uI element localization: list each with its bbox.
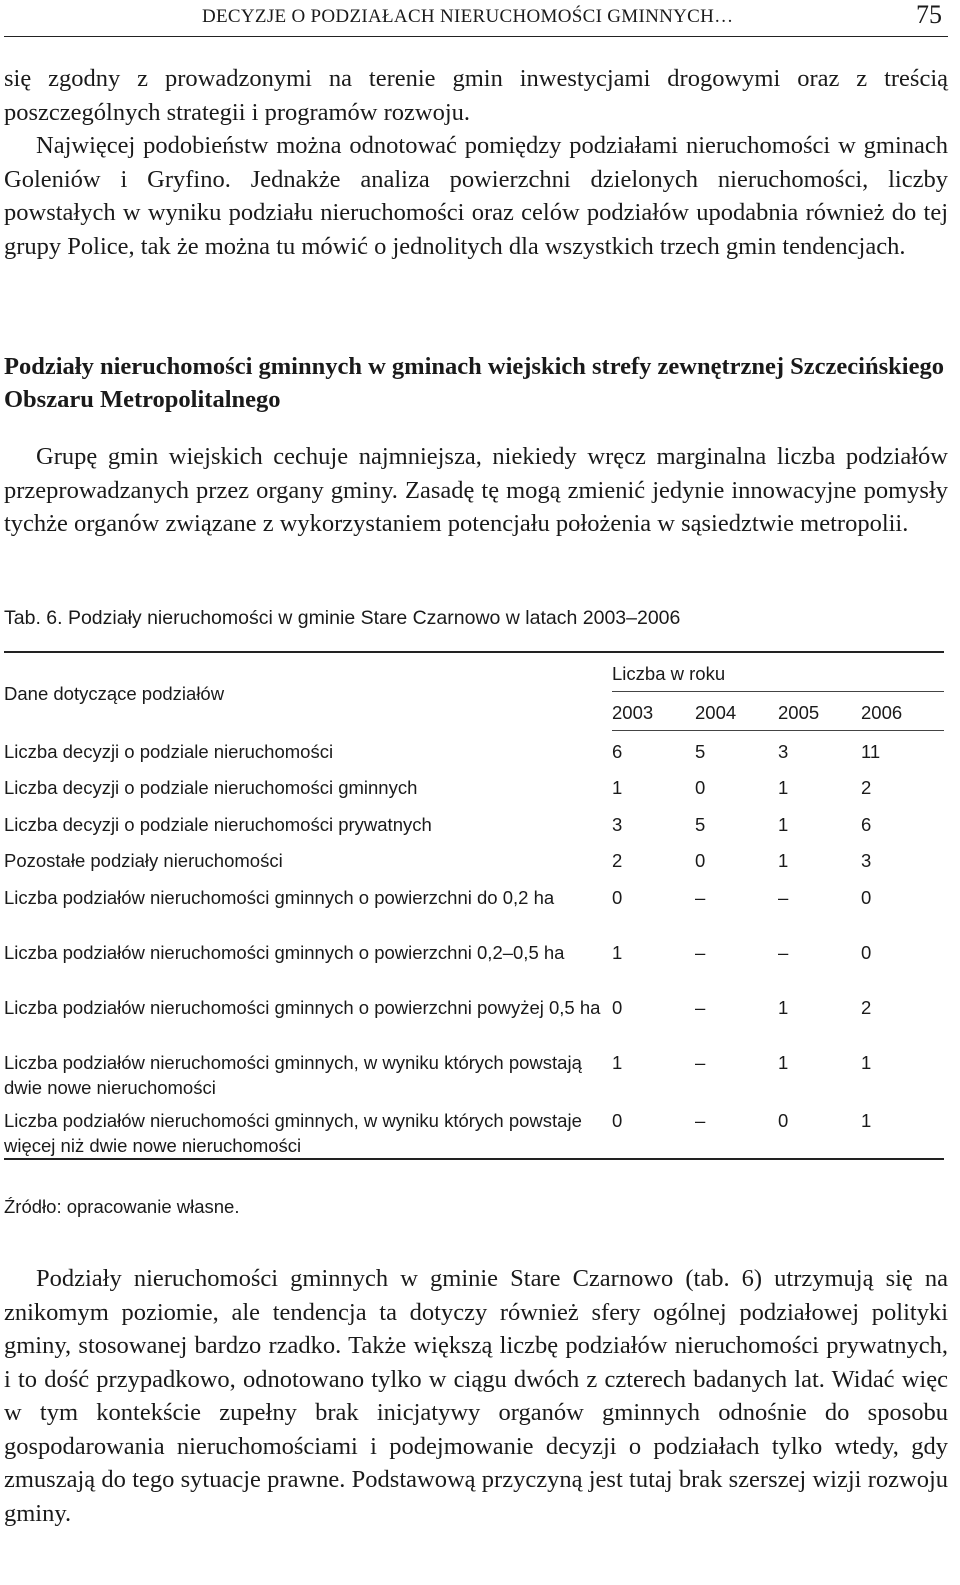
row-label: Liczba podziałów nieruchomości gminnych o powierzchni powyżej 0,5 ha	[4, 996, 601, 1018]
row-label: Liczba decyzji o podziale nieruchomości prywatnych	[4, 813, 432, 835]
cell-value: 0	[612, 886, 623, 908]
paragraph-similarities: Najwięcej podobieństw można odnotować pomiędzy podziałami nieruchomości w gminach Goleniów i Gryfino. Jednakże analiza powierzchni dzielonych nieruchomości, liczby powstałych w wyniku podziału nieruchomości oraz celów podziałów upodabnia również do tej grupy Police, tak że można tu mówić o jednolitych dla wszystkich trzech gmin tendencjach.	[4, 132, 948, 260]
header-year: 2004	[695, 692, 778, 731]
table-row	[4, 767, 944, 804]
cell-value: 0	[861, 941, 872, 963]
table-row	[4, 804, 944, 841]
section-heading: Podziały nieruchomości gminnych w gminach wiejskich strefy zewnętrznej Szczecińskiego Obszaru Metropolitalnego	[4, 353, 944, 413]
table-row	[4, 877, 944, 932]
header-label: Dane dotyczące podziałów	[4, 683, 225, 705]
cell-value: 3	[778, 741, 789, 762]
header-year: 2005	[778, 692, 861, 731]
cell-value: 0	[612, 1100, 695, 1159]
row-label: Pozostałe podziały nieruchomości	[4, 850, 283, 871]
row-label: Liczba decyzji o podziale nieruchomości gminnych	[4, 777, 418, 798]
cell-value: 1	[861, 1100, 944, 1159]
table-row	[4, 1100, 944, 1159]
cell-value: 0	[778, 1100, 861, 1159]
cell-value: 5	[695, 813, 706, 835]
cell-value: 1	[861, 1051, 872, 1073]
cell-value: 3	[861, 850, 872, 871]
row-label: Liczba podziałów nieruchomości gminnych, w wyniku których powstaje więcej niż dwie nowe nieruchomości	[4, 1100, 612, 1159]
cell-value: 2	[612, 850, 623, 871]
page-number: 75	[916, 0, 942, 29]
table-row	[4, 932, 944, 987]
running-head	[4, 0, 948, 37]
header-group: Liczba w roku	[612, 652, 944, 692]
cell-value: 1	[778, 850, 789, 871]
cell-value: 6	[612, 741, 623, 762]
row-label: Liczba decyzji o podziale nieruchomości	[4, 740, 334, 762]
cell-value: –	[695, 941, 706, 963]
header-year: 2003	[612, 692, 695, 731]
row-label: Liczba podziałów nieruchomości gminnych o powierzchni 0,2–0,5 ha	[4, 941, 565, 963]
cell-value: 1	[778, 996, 789, 1018]
cell-value: –	[778, 941, 789, 963]
row-label: Liczba podziałów nieruchomości gminnych o powierzchni do 0,2 ha	[4, 886, 555, 908]
cell-value: –	[695, 1051, 706, 1073]
cell-value: –	[695, 1100, 778, 1159]
cell-value: 0	[612, 996, 623, 1018]
table-caption: Tab. 6. Podziały nieruchomości w gminie Stare Czarnowo w latach 2003–2006	[4, 607, 681, 629]
table-row	[4, 987, 944, 1042]
cell-value: 2	[861, 996, 872, 1018]
cell-value: 11	[861, 741, 881, 762]
cell-value: 2	[861, 777, 872, 798]
data-table	[4, 651, 944, 1160]
cell-value: –	[695, 996, 706, 1018]
paragraph-rural-gminas: Grupę gmin wiejskich cechuje najmniejsza, niekiedy wręcz marginalna liczba podziałów przeprowadzanych przez organy gminy. Zasadę tę mogą zmienić jedynie innowacyjne pomysły tychże organów związane z wykorzystaniem potencjału położenia w sąsiedztwie metropolii.	[4, 443, 948, 537]
cell-value: 3	[612, 813, 623, 835]
paragraph-stare-czarnowo: Podziały nieruchomości gminnych w gminie Stare Czarnowo (tab. 6) utrzymują się na znikomym poziomie, ale tendencja ta dotyczy również sfery ogólnej podziałowej polityki gminy, stosowanej bardzo rzadko. Także większą liczbę podziałów nieruchomości prywatnych, i to dość przypadkowo, odnotowano tylko w ciągu dwóch z czterech badanych lat. Widać więc w tym kontekście zupełny brak inicjatywy organów gminnych odnośnie do sposobu gospodarowania nieruchomościami i podejmowanie decyzji o podziałach tylko wtedy, gdy zmuszają do tego sytuacje prawne. Podstawową przyczyną jest tutaj brak szerszej wizji rozwoju gminy.	[4, 1265, 948, 1527]
cell-value: 0	[861, 886, 872, 908]
paragraph-continued: się zgodny z prowadzonymi na terenie gmin inwestycjami drogowymi oraz z treścią poszczególnych strategii i programów rozwoju.	[4, 65, 948, 126]
cell-value: –	[695, 886, 706, 908]
cell-value: 1	[612, 777, 623, 798]
cell-value: 1	[778, 813, 789, 835]
table-row	[4, 1042, 944, 1100]
table-source-note: Źródło: opracowanie własne.	[4, 1196, 240, 1217]
cell-value: 5	[695, 741, 706, 762]
cell-value: 6	[861, 813, 872, 835]
cell-value: –	[778, 886, 789, 908]
row-label: Liczba podziałów nieruchomości gminnych, w wyniku których powstają dwie nowe nieruchomości	[4, 1051, 582, 1098]
cell-value: 1	[778, 1051, 789, 1073]
cell-value: 1	[612, 941, 623, 963]
cell-value: 0	[695, 777, 706, 798]
table-row	[4, 731, 944, 768]
cell-value: 1	[612, 1051, 623, 1073]
running-title: DECYZJE O PODZIAŁACH NIERUCHOMOŚCI GMINNYCH…	[202, 6, 734, 27]
table-row	[4, 840, 944, 877]
header-year: 2006	[861, 692, 944, 731]
cell-value: 1	[778, 777, 789, 798]
cell-value: 0	[695, 850, 706, 871]
